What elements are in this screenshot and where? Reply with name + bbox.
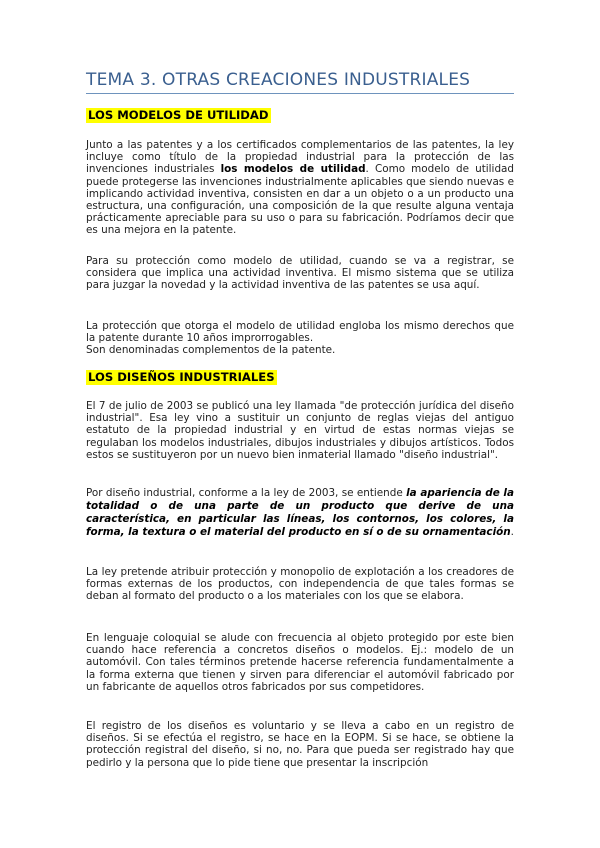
section-heading-disenos-industriales: LOS DISEÑOS INDUSTRIALES (88, 370, 275, 384)
paragraph-disenos-3: La ley pretende atribuir protección y monopolio de explotación a los creadores de formas externas de los productos, con independencia de que tales formas se deban al formato del producto o a los materiales con los que se elabora. (86, 566, 514, 603)
page-title: TEMA 3. OTRAS CREACIONES INDUSTRIALES (86, 70, 514, 94)
paragraph-utilidad-1 (86, 139, 514, 237)
paragraph-utilidad-2: Para su protección como modelo de utilidad, cuando se va a registrar, se considera que implica una actividad inventiva. El mismo sistema que se utiliza para juzgar la novedad y la actividad inventiva de las patentes se usa aquí. (86, 255, 514, 292)
paragraph-line: La protección que otorga el modelo de utilidad engloba los mismo derechos que la patente durante 10 años improrrogables. (86, 320, 514, 345)
paragraph-text: Por diseño industrial, conforme a la ley de 2003, se entiende (86, 487, 407, 499)
bold-term: los modelos de utilidad (220, 163, 366, 176)
paragraph-text: . Como modelo de utilidad puede protegerse las invenciones industrialmente aplicables que siendo nuevas e implicando actividad inventiva, consisten en dar a un objeto o a un producto una estructura, una configuración, una composición de la que resulte alguna ventaja prácticamente apreciable para su uso o para su fabricación. Podríamos decir que es una mejora en la patente. (86, 163, 514, 237)
paragraph-disenos-5: El registro de los diseños es voluntario y se lleva a cabo en un registro de diseños. Si se efectúa el registro, se hace en la EOPM. Si se hace, se obtiene la protección registral del diseño, si no, no. Para que pueda ser registrado hay que pedirlo y la persona que lo pide tiene que presentar la inscripción (86, 720, 514, 769)
bold-italic-definition: la apariencia de la totalidad o de una parte de un producto que derive de una característica, en particular las líneas, los contornos, los colores, la forma, la textura o el material del producto en sí o de su ornamentación (86, 487, 515, 538)
paragraph-disenos-4: En lenguaje coloquial se alude con frecuencia al objeto protegido por este bien cuando hace referencia a concretos diseños o modelos. Ej.: modelo de un automóvil. Con tales términos pretende hacerse referencia fundamentalmente a la forma externa que tienen y sirven para diferenciar el automóvil fabricado por un fabricante de aquellos otros fabricados por sus competidores. (86, 632, 514, 693)
section-heading-modelos-utilidad: LOS MODELOS DE UTILIDAD (88, 108, 269, 122)
paragraph-text: Junto a las patentes y a los certificados complementarios de las patentes, la ley incluye como título de la propiedad industrial para la protección de las invenciones industriales (86, 139, 514, 176)
paragraph-disenos-1: El 7 de julio de 2003 se publicó una ley llamada "de protección jurídica del diseño industrial". Esa ley vino a sustituir un conjunto de reglas viejas del antiguo estatuto de la propiedad industrial y en virtud de estas normas viejas se regulaban los modelos industriales, dibujos industriales y dibujos artísticos. Todos estos se sustituyeron por un nuevo bien inmaterial llamado "diseño industrial". (86, 400, 514, 461)
paragraph-text: . (510, 526, 514, 538)
paragraph-line: Son denominadas complementos de la patente. (86, 344, 336, 357)
paragraph-utilidad-3 (86, 320, 514, 357)
paragraph-disenos-2 (86, 487, 514, 539)
